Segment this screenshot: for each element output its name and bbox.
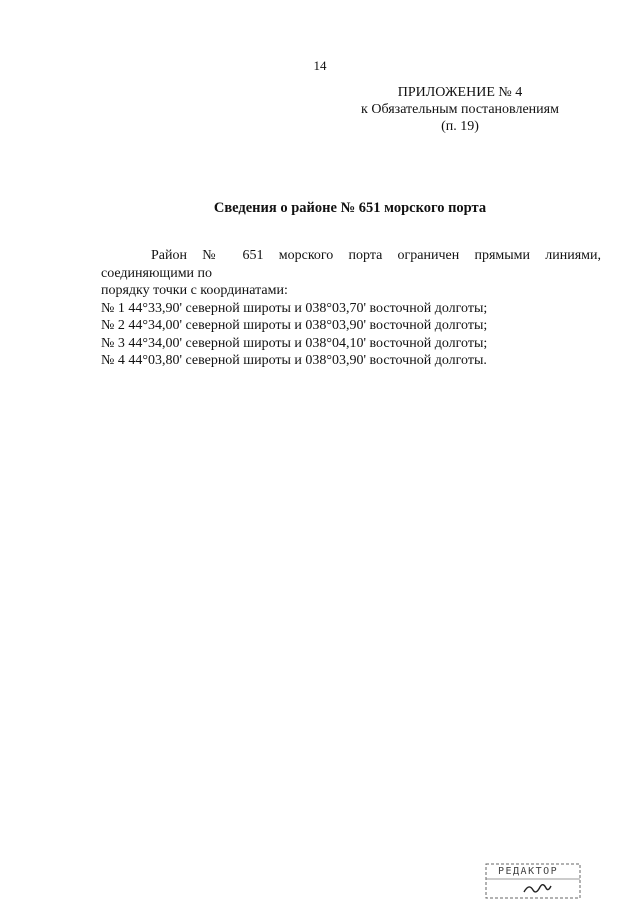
appendix-header xyxy=(330,84,590,135)
page-number: 14 xyxy=(313,58,327,73)
document-body xyxy=(101,247,601,370)
appendix-subtitle: к Обязательным постановлениям xyxy=(361,102,559,117)
intro-line-1: Район № 651 морского порта ограничен прямыми линиями, соединяющими по xyxy=(101,248,601,281)
stamp-label: РЕДАКТОР xyxy=(498,866,559,877)
coordinate-point-1: № 1 44°33,90' северной широты и 038°03,70' восточной долготы; xyxy=(101,300,488,316)
intro-line-2: порядку точки с координатами: xyxy=(101,283,288,298)
coordinate-point-2: № 2 44°34,00' северной широты и 038°03,90' восточной долготы; xyxy=(101,318,488,333)
appendix-clause: (п. 19) xyxy=(441,119,479,134)
editor-stamp xyxy=(484,862,584,902)
coordinate-point-4: № 4 44°03,80' северной широты и 038°03,90' восточной долготы. xyxy=(101,353,487,368)
appendix-title: ПРИЛОЖЕНИЕ № 4 xyxy=(397,85,523,100)
document-heading: Сведения о районе № 651 морского порта xyxy=(213,200,487,216)
coordinate-point-3: № 3 44°34,00' северной широты и 038°04,10' восточной долготы; xyxy=(101,335,488,351)
